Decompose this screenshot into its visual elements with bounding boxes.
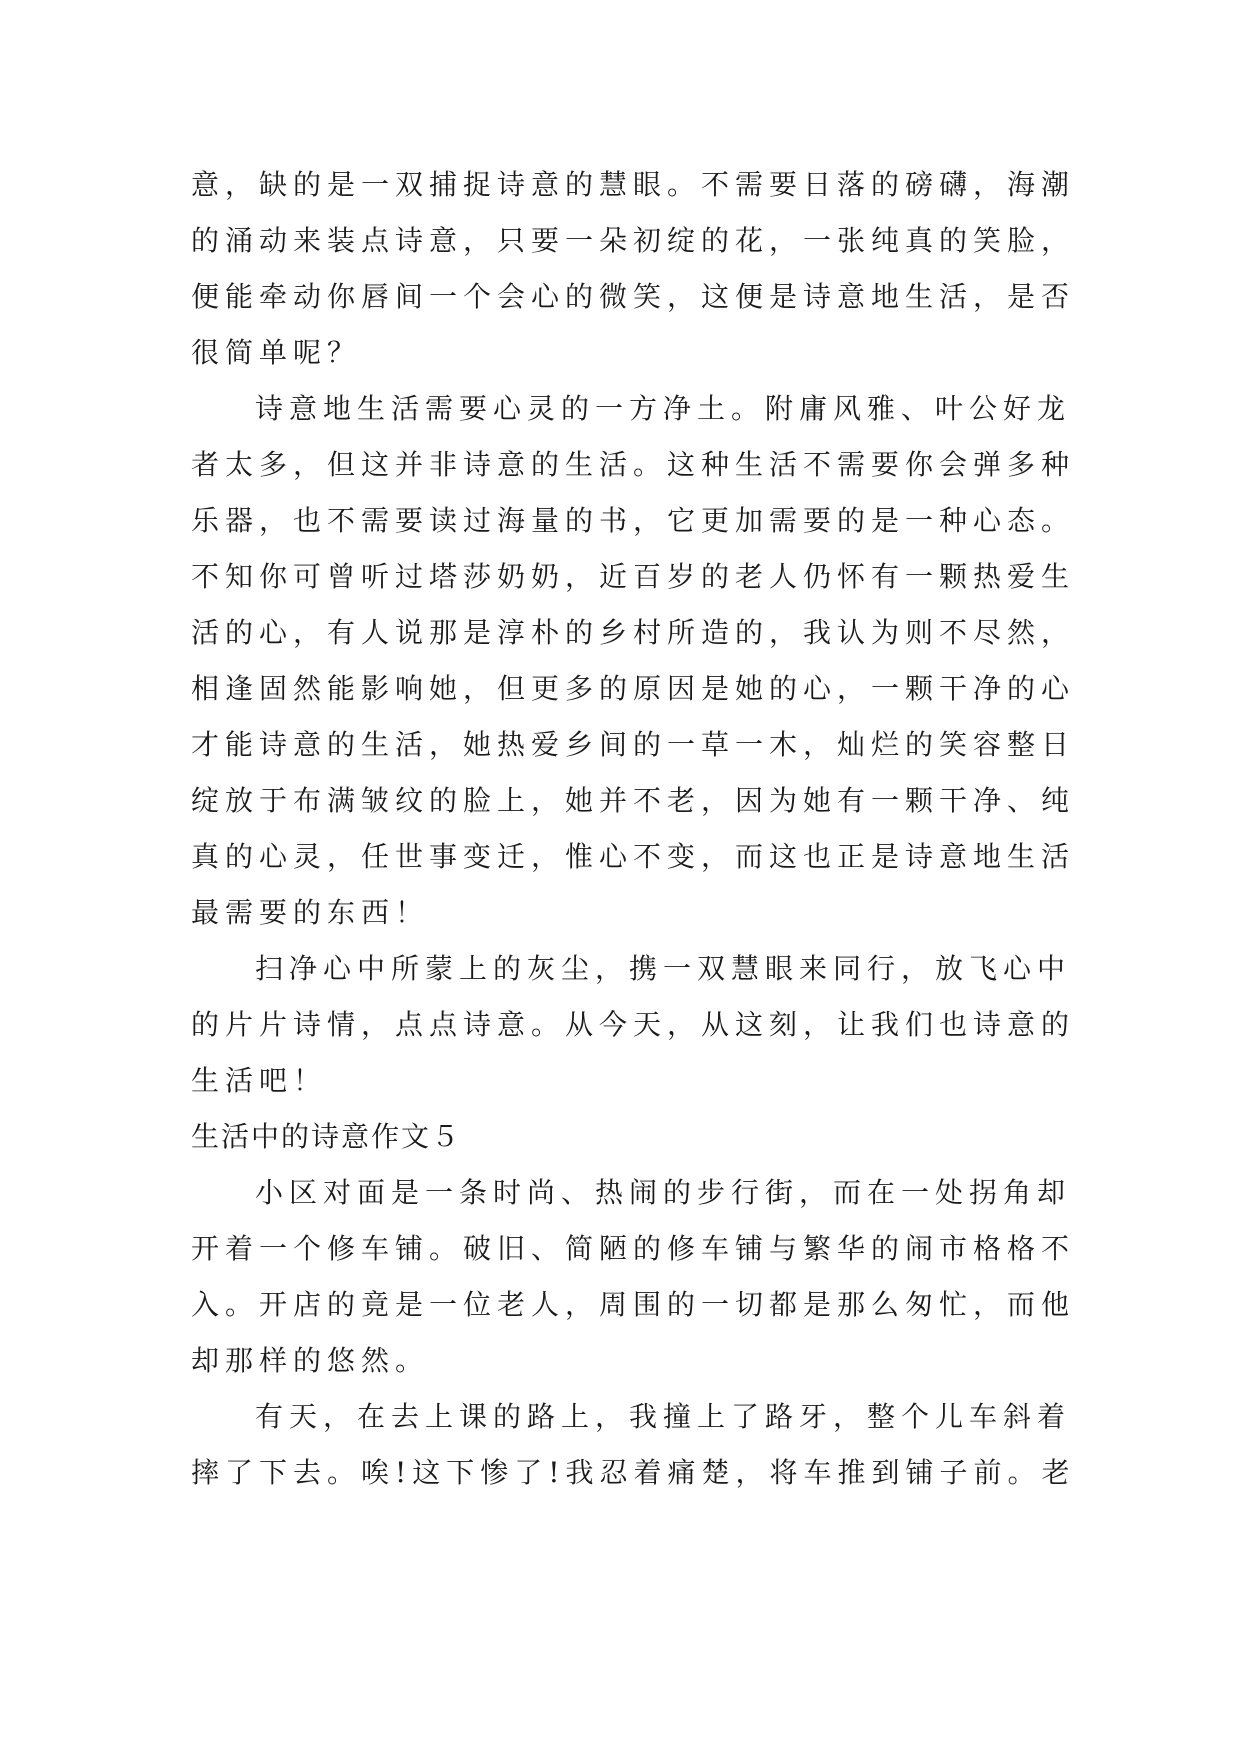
text-line: 最需要的东西！ <box>191 896 430 929</box>
paragraph-first-line: 有天，在去上课的路上，我撞上了路牙，整个儿车斜着 <box>255 1400 1072 1433</box>
text-line: 很简单呢？ <box>191 336 362 369</box>
paragraph-first-line: 扫净心中所蒙上的灰尘，携一双慧眼来同行，放飞心中 <box>255 952 1072 985</box>
text-line: 摔了下去。唉!这下惨了!我忍着痛楚，将车推到铺子前。老 <box>191 1456 1076 1489</box>
text-line: 才能诗意的生活，她热爱乡间的一草一木，灿烂的笑容整日 <box>191 728 1076 761</box>
text-line: 的涌动来装点诗意，只要一朵初绽的花，一张纯真的笑脸， <box>191 224 1076 257</box>
text-line: 活的心，有人说那是淳朴的乡村所造的，我认为则不尽然， <box>191 616 1076 649</box>
paragraph-first-line: 小区对面是一条时尚、热闹的步行街，而在一处拐角却 <box>255 1176 1072 1209</box>
section-heading: 生活中的诗意作文５ <box>191 1120 462 1153</box>
paragraph-first-line: 诗意地生活需要心灵的一方净土。附庸风雅、叶公好龙 <box>255 392 1072 425</box>
text-line: 乐器，也不需要读过海量的书，它更加需要的是一种心态。 <box>191 504 1076 537</box>
text-line: 便能牵动你唇间一个会心的微笑，这便是诗意地生活，是否 <box>191 280 1076 313</box>
text-line: 开着一个修车铺。破旧、简陋的修车铺与繁华的闹市格格不 <box>191 1232 1076 1265</box>
text-line: 意，缺的是一双捕捉诗意的慧眼。不需要日落的磅礴，海潮 <box>191 168 1076 201</box>
text-line: 生活吧！ <box>191 1064 328 1097</box>
text-line: 不知你可曾听过塔莎奶奶，近百岁的老人仍怀有一颗热爱生 <box>191 560 1076 593</box>
text-line: 的片片诗情，点点诗意。从今天，从这刻，让我们也诗意的 <box>191 1008 1076 1041</box>
body-text <box>191 157 1076 1501</box>
text-line: 相逢固然能影响她，但更多的原因是她的心，一颗干净的心 <box>191 672 1076 705</box>
text-line: 却那样的悠然。 <box>191 1344 430 1377</box>
text-line: 真的心灵，任世事变迁，惟心不变，而这也正是诗意地生活 <box>191 840 1076 873</box>
text-line: 入。开店的竟是一位老人，周围的一切都是那么匆忙，而他 <box>191 1288 1076 1321</box>
text-line: 者太多，但这并非诗意的生活。这种生活不需要你会弹多种 <box>191 448 1076 481</box>
text-line: 绽放于布满皱纹的脸上，她并不老，因为她有一颗干净、纯 <box>191 784 1076 817</box>
